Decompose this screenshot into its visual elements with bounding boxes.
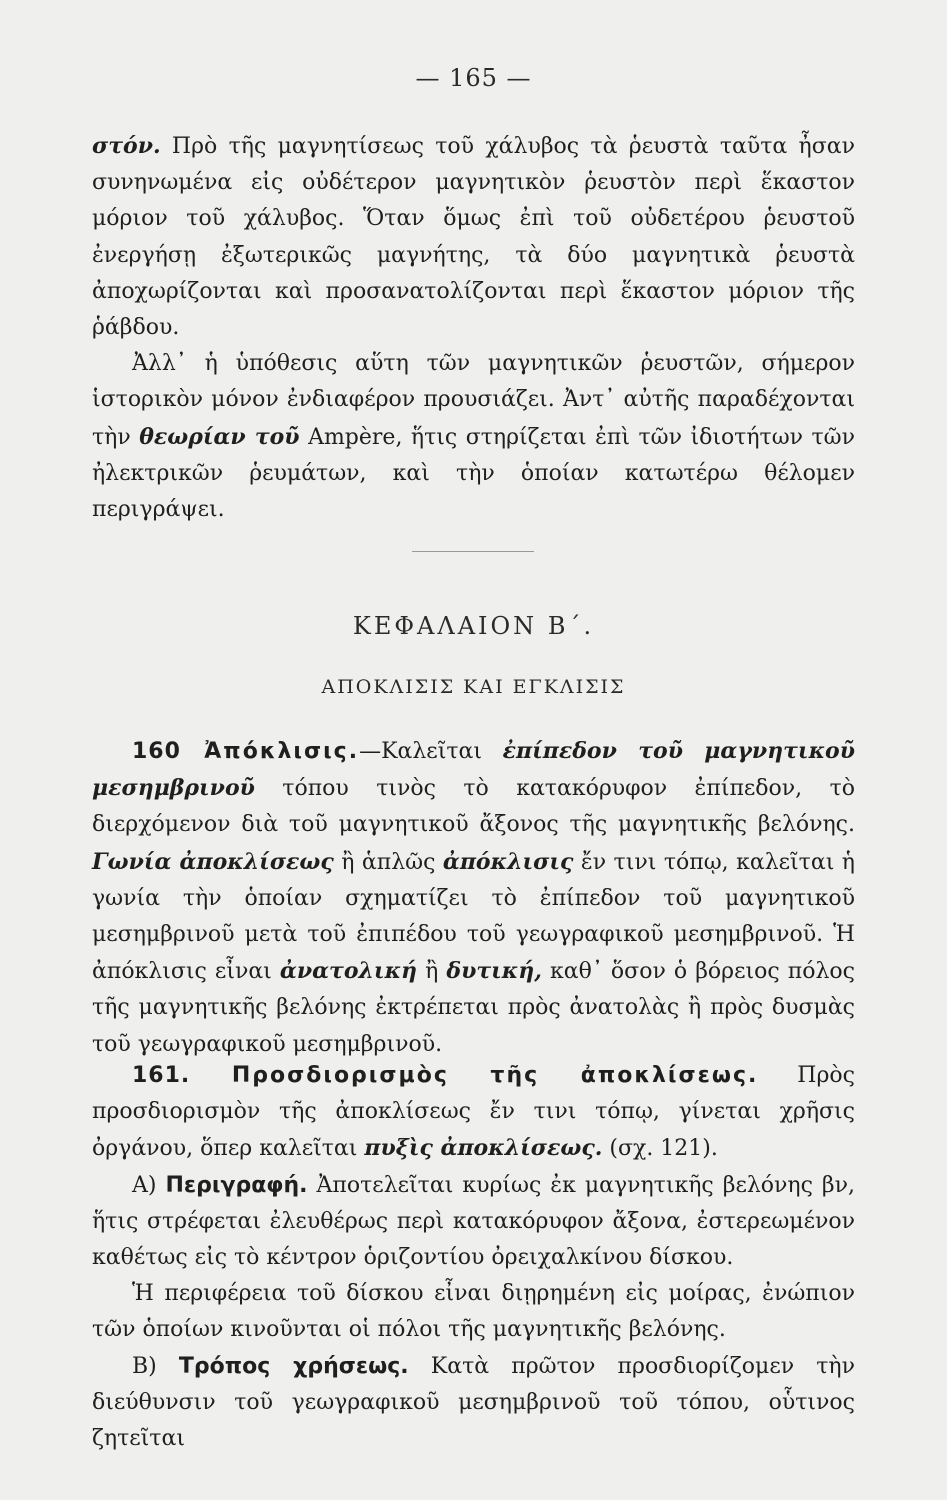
text: ἔν τινι τόπῳ, καλεῖται ἡ γωνία τὴν ὁποίαν σχηματίζει τὸ ἐπίπεδον τοῦ μαγνητικοῦ μεσημβρινοῦ μετὰ τοῦ ἐπιπέδου τοῦ γεωγραφικοῦ μεσημβρινοῦ. Ἡ ἀπόκλισις εἶναι <box>92 849 855 985</box>
section-160-heading: Ἀπόκλισις. <box>180 739 360 764</box>
subsection-b-heading: Τρόπος χρήσεως. <box>178 1353 409 1379</box>
section-160 <box>92 733 855 1063</box>
page-number: — 165 — <box>415 64 532 92</box>
chapter-title: ΚΕΦΑΛΑΙΟΝ Β΄. <box>352 612 595 640</box>
section-161 <box>92 1058 855 1457</box>
section-divider <box>412 551 534 552</box>
emphasis: ἐπίπεδον τοῦ μαγνητικοῦ μεσημβρινοῦ <box>92 738 855 802</box>
section-160-paragraph <box>92 733 855 1063</box>
intro-paragraph-2 <box>92 346 855 528</box>
section-161-paragraph <box>92 1058 855 1168</box>
text: ἢ ἁπλῶς <box>333 849 443 875</box>
section-161-heading: Προσδιορισμὸς τῆς ἀποκλίσεως. <box>190 1063 759 1088</box>
text: ἢ <box>417 959 447 985</box>
text: Ἀποτελεῖται κυρίως ἐκ μαγνητικῆς βελόνης βν, ἥτις στρέφεται ἐλευθέρως περὶ κατακόρυφον ἄξονα, ἐστερεωμένον καθέτως εἰς τὸ κέντρον ὁριζοντίου ὀρειχαλκίνου δίσκου. <box>92 1172 855 1271</box>
emphasis: πυξὶς ἀποκλίσεως. <box>364 1135 603 1162</box>
section-161-number: 161. <box>132 1063 191 1088</box>
subsection-b <box>92 1349 855 1458</box>
emphasis: ἀπόκλισις <box>442 848 574 875</box>
text: (σχ. 121). <box>602 1136 718 1162</box>
intro-text-1: Πρὸ τῆς μαγνητίσεως τοῦ χάλυβος τὰ ῥευστὰ ταῦτα ἦσαν συνηνωμένα εἰς οὐδέτερον μαγνητικὸν ῥευστὸν περὶ ἕκαστον μόριον τοῦ χάλυβος. Ὅταν ὅμως ἐπὶ τοῦ οὐδετέρου ῥευστοῦ ἐνεργήσῃ ἐξωτερικῶς μαγνήτης, τὰ δύο μαγνητικὰ ῥευστὰ ἀποχωρίζονται καὶ προσανατολίζονται περὶ ἕκαστον μόριον τῆς ῥάβδου. <box>92 134 855 341</box>
intro-emphasis-2: θεωρίαν τοῦ <box>139 423 300 450</box>
text: καθ᾿ ὅσον ὁ βόρειος πόλος τῆς μαγνητικῆς βελόνης ἐκτρέπεται πρὸς ἀνατολὰς ἢ πρὸς δυσμὰς τοῦ γεωγραφικοῦ μεσημβρινοῦ. <box>92 959 855 1057</box>
intro-paragraph-1 <box>92 128 855 346</box>
text: Κατὰ πρῶτον προσδιορίζομεν τὴν διεύθυνσιν τοῦ γεωγραφικοῦ μεσημβρινοῦ τοῦ τόπου, οὗτινος ζητεῖται <box>92 1353 855 1452</box>
subsection-a-heading: Περιγραφή. <box>165 1172 308 1198</box>
section-160-number: 160 <box>132 739 181 764</box>
subsection-a <box>92 1168 855 1277</box>
text: —Καλεῖται <box>359 739 503 764</box>
text: Πρὸς προσδιορισμὸν τῆς ἀποκλίσεως ἔν τινι τόπῳ, γίνεται χρῆσις ὀργάνου, ὅπερ καλεῖται <box>92 1063 855 1162</box>
subsection-a-label: Α) <box>132 1172 166 1198</box>
chapter-subtitle: ΑΠΟΚΛΙΣΙΣ ΚΑΙ ΕΓΚΛΙΣΙΣ <box>321 676 626 698</box>
text: τόπου τινὸς τὸ κατακόρυφον ἐπίπεδον, τὸ διερχόμενον διὰ τοῦ μαγνητικοῦ ἄξονος τῆς μαγνητικῆς βελόνης. <box>92 776 855 838</box>
intro-emphasis: στόν. <box>92 133 161 159</box>
emphasis: Γωνία ἀποκλίσεως <box>92 848 334 875</box>
intro-text-2a: Ἀλλ᾿ ἡ ὑπόθεσις αὕτη τῶν μαγνητικῶν ῥευστῶν, σήμερον ἱστορικὸν μόνον ἐνδιαφέρον προυσιάζει. Ἀντ᾿ αὐτῆς παραδέχονται τὴν <box>92 351 855 450</box>
intro-text <box>92 128 855 528</box>
subsection-b-label: Β) <box>132 1353 179 1379</box>
intro-text-2b: Ampère, ἥτις στηρίζεται ἐπὶ τῶν ἰδιοτήτων τῶν ἠλεκτρικῶν ῥευμάτων, καὶ τὴν ὁποίαν κατωτέρω θέλομεν περιγράψει. <box>92 424 855 523</box>
emphasis: δυτική, <box>446 958 542 985</box>
subsection-a-paragraph-2: Ἡ περιφέρεια τοῦ δίσκου εἶναι διῃρημένη εἰς μοίρας, ἐνώπιον τῶν ὁποίων κινοῦνται οἱ πόλοι τῆς μαγνητικῆς βελόνης. <box>92 1281 855 1343</box>
emphasis: ἀνατολική <box>279 958 418 985</box>
